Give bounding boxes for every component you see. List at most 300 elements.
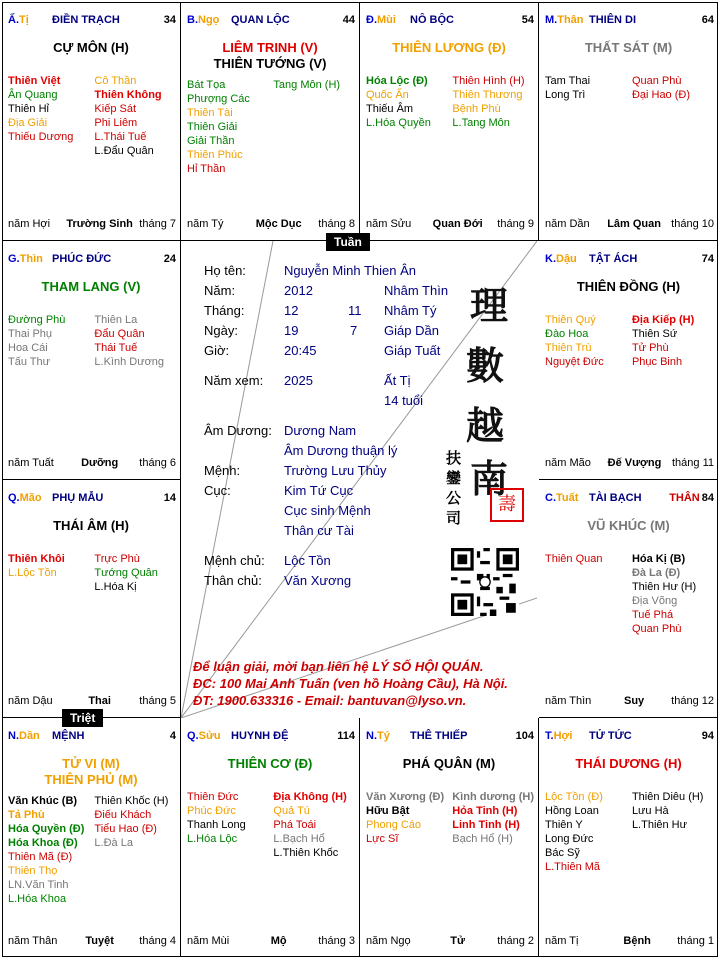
menhchu-label: Mệnh chủ: bbox=[204, 553, 265, 568]
calligraphy-char-2: 數 bbox=[466, 343, 505, 388]
minor-star: Thiên Thọ bbox=[8, 865, 58, 878]
palace-footer bbox=[8, 935, 176, 947]
palace-cell[interactable] bbox=[181, 718, 360, 957]
stars-right bbox=[94, 552, 176, 594]
palace-header bbox=[366, 14, 534, 26]
year-label: Năm: bbox=[204, 283, 236, 298]
palace-stem: N. bbox=[8, 730, 19, 743]
minor-star: Hoa Cái bbox=[8, 341, 48, 354]
minor-star: Hóa Kị (B) bbox=[631, 552, 686, 565]
palace-month: tháng 4 bbox=[139, 935, 176, 947]
palace-branch bbox=[8, 253, 52, 265]
calligraphy-char-1: 理 bbox=[470, 283, 509, 328]
palace-stage: Tử bbox=[450, 935, 465, 947]
month-label: Tháng: bbox=[204, 303, 245, 318]
stars-left bbox=[545, 552, 632, 636]
main-stars bbox=[539, 279, 718, 295]
minor-stars bbox=[366, 790, 534, 846]
palace-stage: Bệnh bbox=[623, 935, 651, 947]
palace-branch bbox=[366, 730, 410, 742]
minor-stars bbox=[8, 552, 176, 594]
palace-header bbox=[8, 253, 176, 265]
minor-star: Tuế Phá bbox=[631, 608, 674, 621]
hour-value: 20:45 bbox=[284, 343, 317, 358]
stars-left bbox=[8, 552, 94, 594]
minor-star: L.Hóa Quyền bbox=[366, 117, 431, 129]
thanchu-value: Văn Xương bbox=[284, 573, 352, 588]
palace-header bbox=[187, 730, 355, 742]
cuc-label: Cục: bbox=[204, 483, 231, 498]
palace-year: năm Dậu bbox=[8, 695, 53, 708]
main-stars bbox=[539, 40, 718, 56]
palace-cell[interactable] bbox=[2, 241, 181, 480]
minor-star: Địa Giải bbox=[8, 117, 48, 129]
minor-star: Quốc Ấn bbox=[366, 89, 409, 101]
minor-star: Thiên Hỉ bbox=[8, 103, 49, 115]
minor-star: Bạch Hổ (H) bbox=[452, 833, 513, 846]
palace-year: năm Ngọ bbox=[366, 935, 411, 947]
minor-star: L.Hóa Khoa bbox=[8, 893, 67, 906]
palace-month: tháng 9 bbox=[497, 217, 534, 230]
palace-age: 74 bbox=[701, 252, 714, 265]
minor-star: L.Hóa Lộc bbox=[187, 833, 238, 846]
minor-star: Thiên Thương bbox=[452, 89, 523, 101]
minor-star: L.Lộc Tồn bbox=[8, 566, 57, 579]
palace-header bbox=[545, 14, 714, 26]
palace-footer bbox=[8, 218, 176, 230]
stars-left bbox=[187, 78, 273, 176]
minor-star: Thiên Phúc bbox=[187, 149, 243, 161]
age-value: 14 tuổi bbox=[384, 393, 424, 408]
palace-name: THÊ THIẾP bbox=[410, 730, 468, 743]
palace-header bbox=[545, 253, 714, 265]
minor-star: Thiên Giải bbox=[187, 121, 238, 133]
day-value: 19 bbox=[284, 323, 299, 338]
minor-star: Hóa Khoa (Đ) bbox=[8, 837, 78, 850]
minor-star: Kình dương (H) bbox=[452, 791, 534, 804]
minor-star: Quan Phù bbox=[631, 75, 682, 87]
main-stars bbox=[2, 279, 180, 295]
palace-age: 64 bbox=[701, 14, 714, 26]
palace-header bbox=[545, 730, 714, 742]
minor-star: Văn Xương (Đ) bbox=[366, 791, 445, 804]
main-star: CỰ MÔN (H) bbox=[53, 40, 129, 55]
palace-age: 84 bbox=[701, 491, 714, 504]
minor-star: Địa Kiếp (H) bbox=[631, 313, 695, 326]
minor-star: Thiên Việt bbox=[8, 75, 61, 87]
palace-branch bbox=[8, 730, 52, 742]
stars-right bbox=[452, 74, 534, 130]
minor-stars bbox=[366, 74, 534, 130]
stars-left bbox=[545, 790, 632, 874]
main-star: THAM LANG (V) bbox=[41, 278, 141, 294]
palace-age: 14 bbox=[163, 491, 176, 504]
minor-star: Địa Không (H) bbox=[273, 791, 347, 804]
palace-stage: Mộ bbox=[270, 935, 287, 947]
palace-month: tháng 6 bbox=[139, 456, 176, 469]
cuc-value: Kim Tứ Cục bbox=[284, 483, 354, 498]
palace-footer bbox=[545, 935, 714, 947]
palace-age: 4 bbox=[169, 730, 176, 743]
palace-name: PHÚC ĐỨC bbox=[52, 252, 112, 265]
palace-header bbox=[366, 730, 534, 742]
minor-stars bbox=[8, 313, 176, 369]
calligraphy-char-4: 南 bbox=[470, 456, 509, 501]
palace-cell[interactable] bbox=[539, 718, 718, 957]
palace-name: ĐIỀN TRẠCH bbox=[52, 14, 120, 26]
palace-cell[interactable] bbox=[539, 2, 718, 241]
amduong-label: Âm Dương: bbox=[204, 423, 272, 438]
minor-star: L.Tang Môn bbox=[452, 117, 510, 129]
menh-label: Mệnh: bbox=[204, 463, 241, 478]
minor-star: Linh Tinh (H) bbox=[452, 819, 520, 832]
contact-line-email[interactable]: ĐT: 1900.633316 - Email: bantuvan@lyso.vn. bbox=[193, 693, 467, 708]
palace-branch bbox=[8, 14, 52, 26]
palace-month: tháng 3 bbox=[318, 935, 355, 947]
palace-header bbox=[545, 492, 714, 504]
minor-star: Lực Sĩ bbox=[366, 833, 399, 846]
contact-line-2: ĐC: 100 Mai Anh Tuấn (ven hồ Hoàng Cầu), Hà Nội. bbox=[193, 676, 508, 691]
palace-cell[interactable] bbox=[2, 480, 181, 719]
seal-small-text: 扶鑾公司 bbox=[446, 449, 462, 527]
palace-year: năm Mùi bbox=[187, 935, 230, 947]
palace-cell[interactable] bbox=[539, 241, 718, 480]
palace-stem: Q. bbox=[8, 491, 20, 504]
palace-year: năm Hợi bbox=[8, 217, 51, 230]
minor-star: Long Đức bbox=[545, 833, 594, 846]
palace-year: năm Tuất bbox=[8, 456, 54, 469]
minor-star: Tang Môn (H) bbox=[273, 79, 341, 91]
palace-name: HUYNH ĐỆ bbox=[231, 730, 289, 743]
palace-month: tháng 12 bbox=[671, 695, 714, 708]
minor-star: Cô Thần bbox=[94, 75, 137, 87]
minor-star: Thiên Y bbox=[545, 819, 583, 832]
stars-right bbox=[273, 78, 355, 176]
minor-star: Thiên Khôi bbox=[8, 552, 65, 565]
palace-branch bbox=[545, 492, 589, 504]
minor-star: Tử Phù bbox=[631, 341, 669, 354]
minor-star: Thiên Khốc (H) bbox=[94, 795, 169, 808]
palace-age: 104 bbox=[515, 730, 534, 743]
palace-branch-name: Tị bbox=[19, 14, 29, 26]
minor-star: Đại Hao (Đ) bbox=[631, 89, 691, 101]
palace-year: năm Dần bbox=[545, 217, 590, 230]
day-label: Ngày: bbox=[204, 323, 238, 338]
minor-star: L.Bạch Hổ bbox=[273, 833, 325, 846]
palace-cell[interactable] bbox=[2, 718, 181, 957]
red-seal-stamp: 壽 bbox=[490, 488, 524, 522]
minor-star: L.Đà La bbox=[94, 837, 133, 850]
minor-star: L.Thiên Khốc bbox=[273, 847, 339, 860]
minor-star: Thiên Không bbox=[94, 89, 162, 101]
main-stars bbox=[360, 756, 538, 772]
minor-star: Thiên Sứ bbox=[631, 327, 678, 340]
stars-left bbox=[8, 794, 94, 906]
minor-star: Văn Khúc (B) bbox=[8, 795, 78, 808]
month-lunar: 11 bbox=[348, 303, 362, 318]
minor-star: Hỉ Thần bbox=[187, 163, 226, 175]
palace-footer bbox=[545, 457, 714, 469]
day-can: Giáp Dần bbox=[384, 323, 439, 338]
palace-stem: G. bbox=[8, 252, 20, 265]
palace-cell[interactable] bbox=[360, 718, 539, 957]
hour-label: Giờ: bbox=[204, 343, 230, 358]
minor-stars bbox=[8, 74, 176, 158]
palace-stage: Đế Vượng bbox=[607, 456, 662, 469]
palace-branch-name: Ngọ bbox=[198, 14, 220, 26]
minor-star: Nguyệt Đức bbox=[545, 355, 604, 368]
main-stars bbox=[360, 40, 538, 56]
palace-header bbox=[8, 492, 176, 504]
palace-stage: Trường Sinh bbox=[66, 217, 133, 230]
palace-age: 114 bbox=[337, 730, 355, 743]
main-star: LIÊM TRINH (V) bbox=[222, 40, 318, 55]
palace-name: MỆNH bbox=[52, 730, 85, 743]
minor-star: Hỏa Tinh (H) bbox=[452, 805, 518, 818]
minor-star: Thiên Quý bbox=[545, 313, 596, 326]
palace-year: năm Tý bbox=[187, 217, 224, 230]
palace-year: năm Thân bbox=[8, 935, 58, 947]
minor-star: Thiên La bbox=[94, 313, 138, 326]
palace-stage: Dưỡng bbox=[81, 456, 119, 469]
minor-star: Bát Tọa bbox=[187, 79, 226, 91]
minor-star: Thiên Trù bbox=[545, 341, 592, 354]
minor-star: Bệnh Phù bbox=[452, 103, 501, 115]
palace-stage: Lâm Quan bbox=[607, 217, 661, 230]
hour-can: Giáp Tuất bbox=[384, 343, 441, 358]
main-star: VŨ KHÚC (M) bbox=[587, 517, 670, 533]
main-star: THIÊN TƯỚNG (V) bbox=[213, 56, 327, 71]
minor-star: Hóa Quyền (Đ) bbox=[8, 823, 85, 836]
minor-star: Quan Phù bbox=[631, 622, 682, 635]
main-stars bbox=[539, 756, 718, 772]
minor-stars bbox=[545, 74, 714, 102]
minor-star: Phi Liêm bbox=[94, 117, 138, 129]
stars-right bbox=[452, 790, 534, 846]
palace-age: 24 bbox=[163, 252, 176, 265]
menhchu-value: Lộc Tồn bbox=[284, 553, 331, 568]
palace-footer bbox=[545, 218, 714, 230]
minor-star: Giải Thần bbox=[187, 135, 235, 147]
palace-month: tháng 11 bbox=[671, 456, 714, 469]
palace-branch-name: Thìn bbox=[19, 252, 43, 265]
stars-right bbox=[273, 790, 355, 860]
palace-stage: Suy bbox=[623, 695, 645, 708]
minor-star: Hóa Lộc (Đ) bbox=[366, 75, 428, 87]
minor-star: L.Thái Tuế bbox=[94, 131, 147, 143]
palace-stage: Thai bbox=[88, 695, 111, 708]
main-star: PHÁ QUÂN (M) bbox=[402, 756, 496, 772]
contact-line-1: Để luận giải, mời bạn liên hệ LÝ SỐ HỘI QUÁN. bbox=[193, 659, 484, 674]
palace-footer bbox=[187, 935, 355, 947]
palace-name: QUAN LỘC bbox=[231, 14, 290, 26]
stars-right bbox=[94, 74, 176, 158]
minor-star: Thiên Hư (H) bbox=[631, 580, 697, 593]
menh-value: Trường Lưu Thủy bbox=[284, 463, 387, 478]
palace-age: 54 bbox=[521, 14, 534, 26]
minor-star: Đường Phù bbox=[8, 313, 66, 326]
minor-star: Thái Tuế bbox=[94, 341, 138, 354]
than-cu: Thân cư Tài bbox=[284, 523, 354, 538]
view-year-label: Năm xem: bbox=[204, 373, 264, 388]
minor-star: Tả Phù bbox=[8, 809, 45, 822]
minor-star: Quả Tú bbox=[273, 805, 310, 818]
palace-branch-name: Hợi bbox=[553, 730, 573, 743]
palace-branch bbox=[187, 730, 231, 742]
minor-star: Thiếu Dương bbox=[8, 131, 74, 143]
palace-stem: K. bbox=[545, 252, 556, 265]
palace-name: TẬT ÁCH bbox=[589, 252, 638, 265]
palace-branch-name: Dần bbox=[19, 730, 40, 743]
palace-branch-name: Mùi bbox=[377, 14, 396, 26]
minor-star: L.Hóa Kị bbox=[94, 580, 137, 593]
minor-star: Đào Hoa bbox=[545, 327, 589, 340]
palace-footer bbox=[8, 457, 176, 469]
palace-age: 34 bbox=[163, 14, 176, 26]
view-year-value: 2025 bbox=[284, 373, 313, 388]
main-stars bbox=[2, 756, 180, 788]
palace-year: năm Thìn bbox=[545, 695, 592, 708]
minor-star: Thanh Long bbox=[187, 819, 246, 832]
main-stars bbox=[181, 40, 359, 72]
day-lunar: 7 bbox=[350, 323, 358, 338]
than-marker: THÂN bbox=[669, 491, 700, 504]
palace-branch bbox=[187, 14, 231, 26]
minor-star: Phượng Các bbox=[187, 93, 250, 105]
minor-star: Tướng Quân bbox=[94, 566, 158, 579]
palace-stem: T. bbox=[545, 730, 554, 743]
palace-year: năm Sửu bbox=[366, 217, 412, 230]
view-year-can: Ất Tị bbox=[384, 373, 411, 388]
minor-star: Thai Phụ bbox=[8, 327, 53, 340]
minor-stars bbox=[545, 552, 714, 636]
stars-left bbox=[366, 790, 452, 846]
stars-left bbox=[366, 74, 452, 130]
minor-star: Bác Sỹ bbox=[545, 847, 580, 860]
palace-stem: N. bbox=[366, 730, 377, 743]
minor-star: Long Trì bbox=[545, 89, 586, 101]
palace-footer bbox=[8, 695, 176, 707]
stars-left bbox=[8, 74, 94, 158]
minor-star: LN.Văn Tinh bbox=[8, 879, 69, 892]
palace-year: năm Mão bbox=[545, 456, 591, 469]
palace-cell[interactable] bbox=[181, 2, 360, 241]
stars-left bbox=[8, 313, 94, 369]
month-value: 12 bbox=[284, 303, 299, 318]
tuan-badge: Tuần bbox=[326, 233, 370, 251]
palace-branch-name: Sửu bbox=[198, 730, 221, 743]
palace-stage: Tuyệt bbox=[85, 935, 114, 947]
minor-star: Địa Võng bbox=[631, 594, 678, 607]
calligraphy-char-3: 越 bbox=[466, 403, 505, 448]
amduong-note: Âm Dương thuận lý bbox=[284, 443, 398, 458]
minor-star: Trực Phù bbox=[94, 552, 140, 565]
palace-stem: Q. bbox=[187, 730, 199, 743]
minor-stars bbox=[545, 313, 714, 369]
palace-header bbox=[8, 14, 176, 26]
minor-star: Thiên Hình (H) bbox=[452, 75, 525, 87]
palace-cell[interactable] bbox=[2, 2, 181, 241]
palace-branch bbox=[545, 253, 589, 265]
palace-month: tháng 5 bbox=[139, 695, 176, 708]
minor-stars bbox=[187, 790, 355, 860]
minor-star: Thiếu Âm bbox=[366, 103, 414, 115]
triet-badge: Triệt bbox=[62, 709, 103, 727]
palace-stem: Ấ. bbox=[8, 14, 19, 26]
stars-left bbox=[545, 74, 632, 102]
main-star: THẤT SÁT (M) bbox=[584, 40, 673, 55]
minor-star: L.Kình Dương bbox=[94, 355, 165, 368]
palace-branch-name: Tý bbox=[377, 730, 390, 743]
palace-stem: C. bbox=[545, 491, 556, 504]
stars-left bbox=[187, 790, 273, 860]
palace-branch-name: Dậu bbox=[556, 252, 577, 265]
palace-branch bbox=[545, 730, 589, 742]
minor-stars bbox=[545, 790, 714, 874]
palace-stem: B. bbox=[187, 14, 198, 26]
amduong-value: Dương Nam bbox=[284, 423, 357, 438]
main-star: THIÊN PHỦ (M) bbox=[44, 772, 138, 788]
stars-right bbox=[632, 790, 714, 874]
main-star: THÁI ÂM (H) bbox=[53, 517, 129, 533]
palace-month: tháng 2 bbox=[497, 935, 534, 947]
minor-star: Phong Cáo bbox=[366, 819, 422, 832]
palace-branch bbox=[366, 14, 410, 26]
palace-header bbox=[187, 14, 355, 26]
palace-age: 44 bbox=[342, 14, 355, 26]
stars-right bbox=[94, 313, 176, 369]
minor-star: Thiên Mã (Đ) bbox=[8, 851, 73, 864]
main-stars bbox=[181, 756, 359, 772]
main-star: THÁI DƯƠNG (H) bbox=[575, 756, 682, 772]
minor-star: L.Thiên Mã bbox=[545, 861, 601, 874]
palace-stage: Quan Đới bbox=[432, 217, 483, 230]
palace-cell[interactable] bbox=[539, 480, 718, 719]
year-can: Nhâm Thìn bbox=[384, 283, 449, 298]
minor-star: Điếu Khách bbox=[94, 809, 152, 822]
minor-star: L.Thiên Hư bbox=[631, 819, 687, 832]
palace-branch bbox=[8, 492, 52, 504]
palace-cell[interactable] bbox=[360, 2, 539, 241]
palace-name: THIÊN DI bbox=[589, 14, 637, 26]
main-stars bbox=[2, 518, 180, 534]
name-value: Nguyễn Minh Thien Ân bbox=[284, 263, 417, 278]
minor-star: Phúc Đức bbox=[187, 805, 236, 818]
minor-star: L.Đẩu Quân bbox=[94, 145, 154, 157]
qr-code-icon[interactable] bbox=[451, 548, 519, 616]
minor-star: Đà La (Đ) bbox=[631, 566, 681, 579]
palace-branch-name: Mão bbox=[19, 491, 42, 504]
palace-footer bbox=[545, 695, 714, 707]
thanchu-label: Thân chủ: bbox=[204, 573, 262, 588]
palace-branch-name: Tuất bbox=[556, 491, 579, 504]
stars-right bbox=[632, 552, 714, 636]
palace-footer bbox=[366, 935, 534, 947]
palace-name: NÔ BỘC bbox=[410, 14, 454, 26]
stars-left bbox=[545, 313, 632, 369]
month-can: Nhâm Tý bbox=[384, 303, 437, 318]
palace-name: TÀI BẠCH bbox=[589, 491, 642, 504]
minor-star: Tiểu Hao (Đ) bbox=[94, 823, 157, 836]
main-stars bbox=[2, 40, 180, 56]
main-star: THIÊN ĐỒNG (H) bbox=[576, 278, 681, 294]
palace-year: năm Tị bbox=[545, 935, 579, 947]
palace-footer bbox=[187, 218, 355, 230]
minor-star: Đẩu Quân bbox=[94, 327, 145, 340]
minor-star: Phá Toái bbox=[273, 819, 317, 832]
main-star: TỬ VI (M) bbox=[62, 756, 120, 772]
minor-star: Thiên Quan bbox=[545, 552, 603, 565]
